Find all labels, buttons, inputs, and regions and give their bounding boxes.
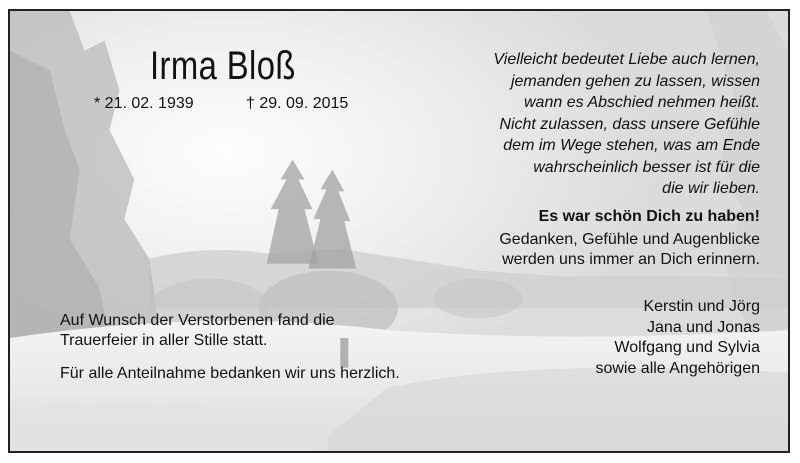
death-date: † 29. 09. 2015 [246,95,349,112]
funeral-notice [60,311,335,351]
deceased-name: Irma Bloß [150,44,296,88]
family-line: Wolfgang und Sylvia [614,339,760,356]
obituary-frame [8,9,790,453]
family-line: Kerstin und Jörg [643,298,760,315]
family-line: Jana und Jonas [647,318,760,336]
poem-line: dem im Wege stehen, was am Ende [503,137,760,154]
poem-line: Vielleicht bedeutet Liebe auch lernen, [493,51,760,68]
poem-line: wahrscheinlich besser ist für die [533,158,760,176]
poem-line: die wir lieben. [662,180,760,197]
poem-line: wann es Abschied nehmen heißt. [524,94,760,111]
thanks-line: werden uns immer an Dich erinnern. [502,251,760,268]
poem-line: jemanden gehen zu lassen, wissen [510,72,760,90]
poem [493,49,760,200]
thanks-heading: Es war schön Dich zu haben! [538,208,760,225]
family-signature [595,297,760,379]
notice-line: Auf Wunsch der Verstorbenen fand die [60,312,335,329]
gratitude-line: Für alle Anteilnahme bedanken wir uns herzlich. [60,365,400,382]
poem-line: Nicht zulassen, dass unsere Gefühle [499,115,760,133]
birth-date: * 21. 02. 1939 [94,95,194,112]
family-line: sowie alle Angehörigen [595,359,760,377]
notice-line: Trauerfeier in aller Stille statt. [60,332,268,349]
thanks-line: Gedanken, Gefühle und Augenblicke [499,231,760,248]
thanks-text [499,230,760,270]
